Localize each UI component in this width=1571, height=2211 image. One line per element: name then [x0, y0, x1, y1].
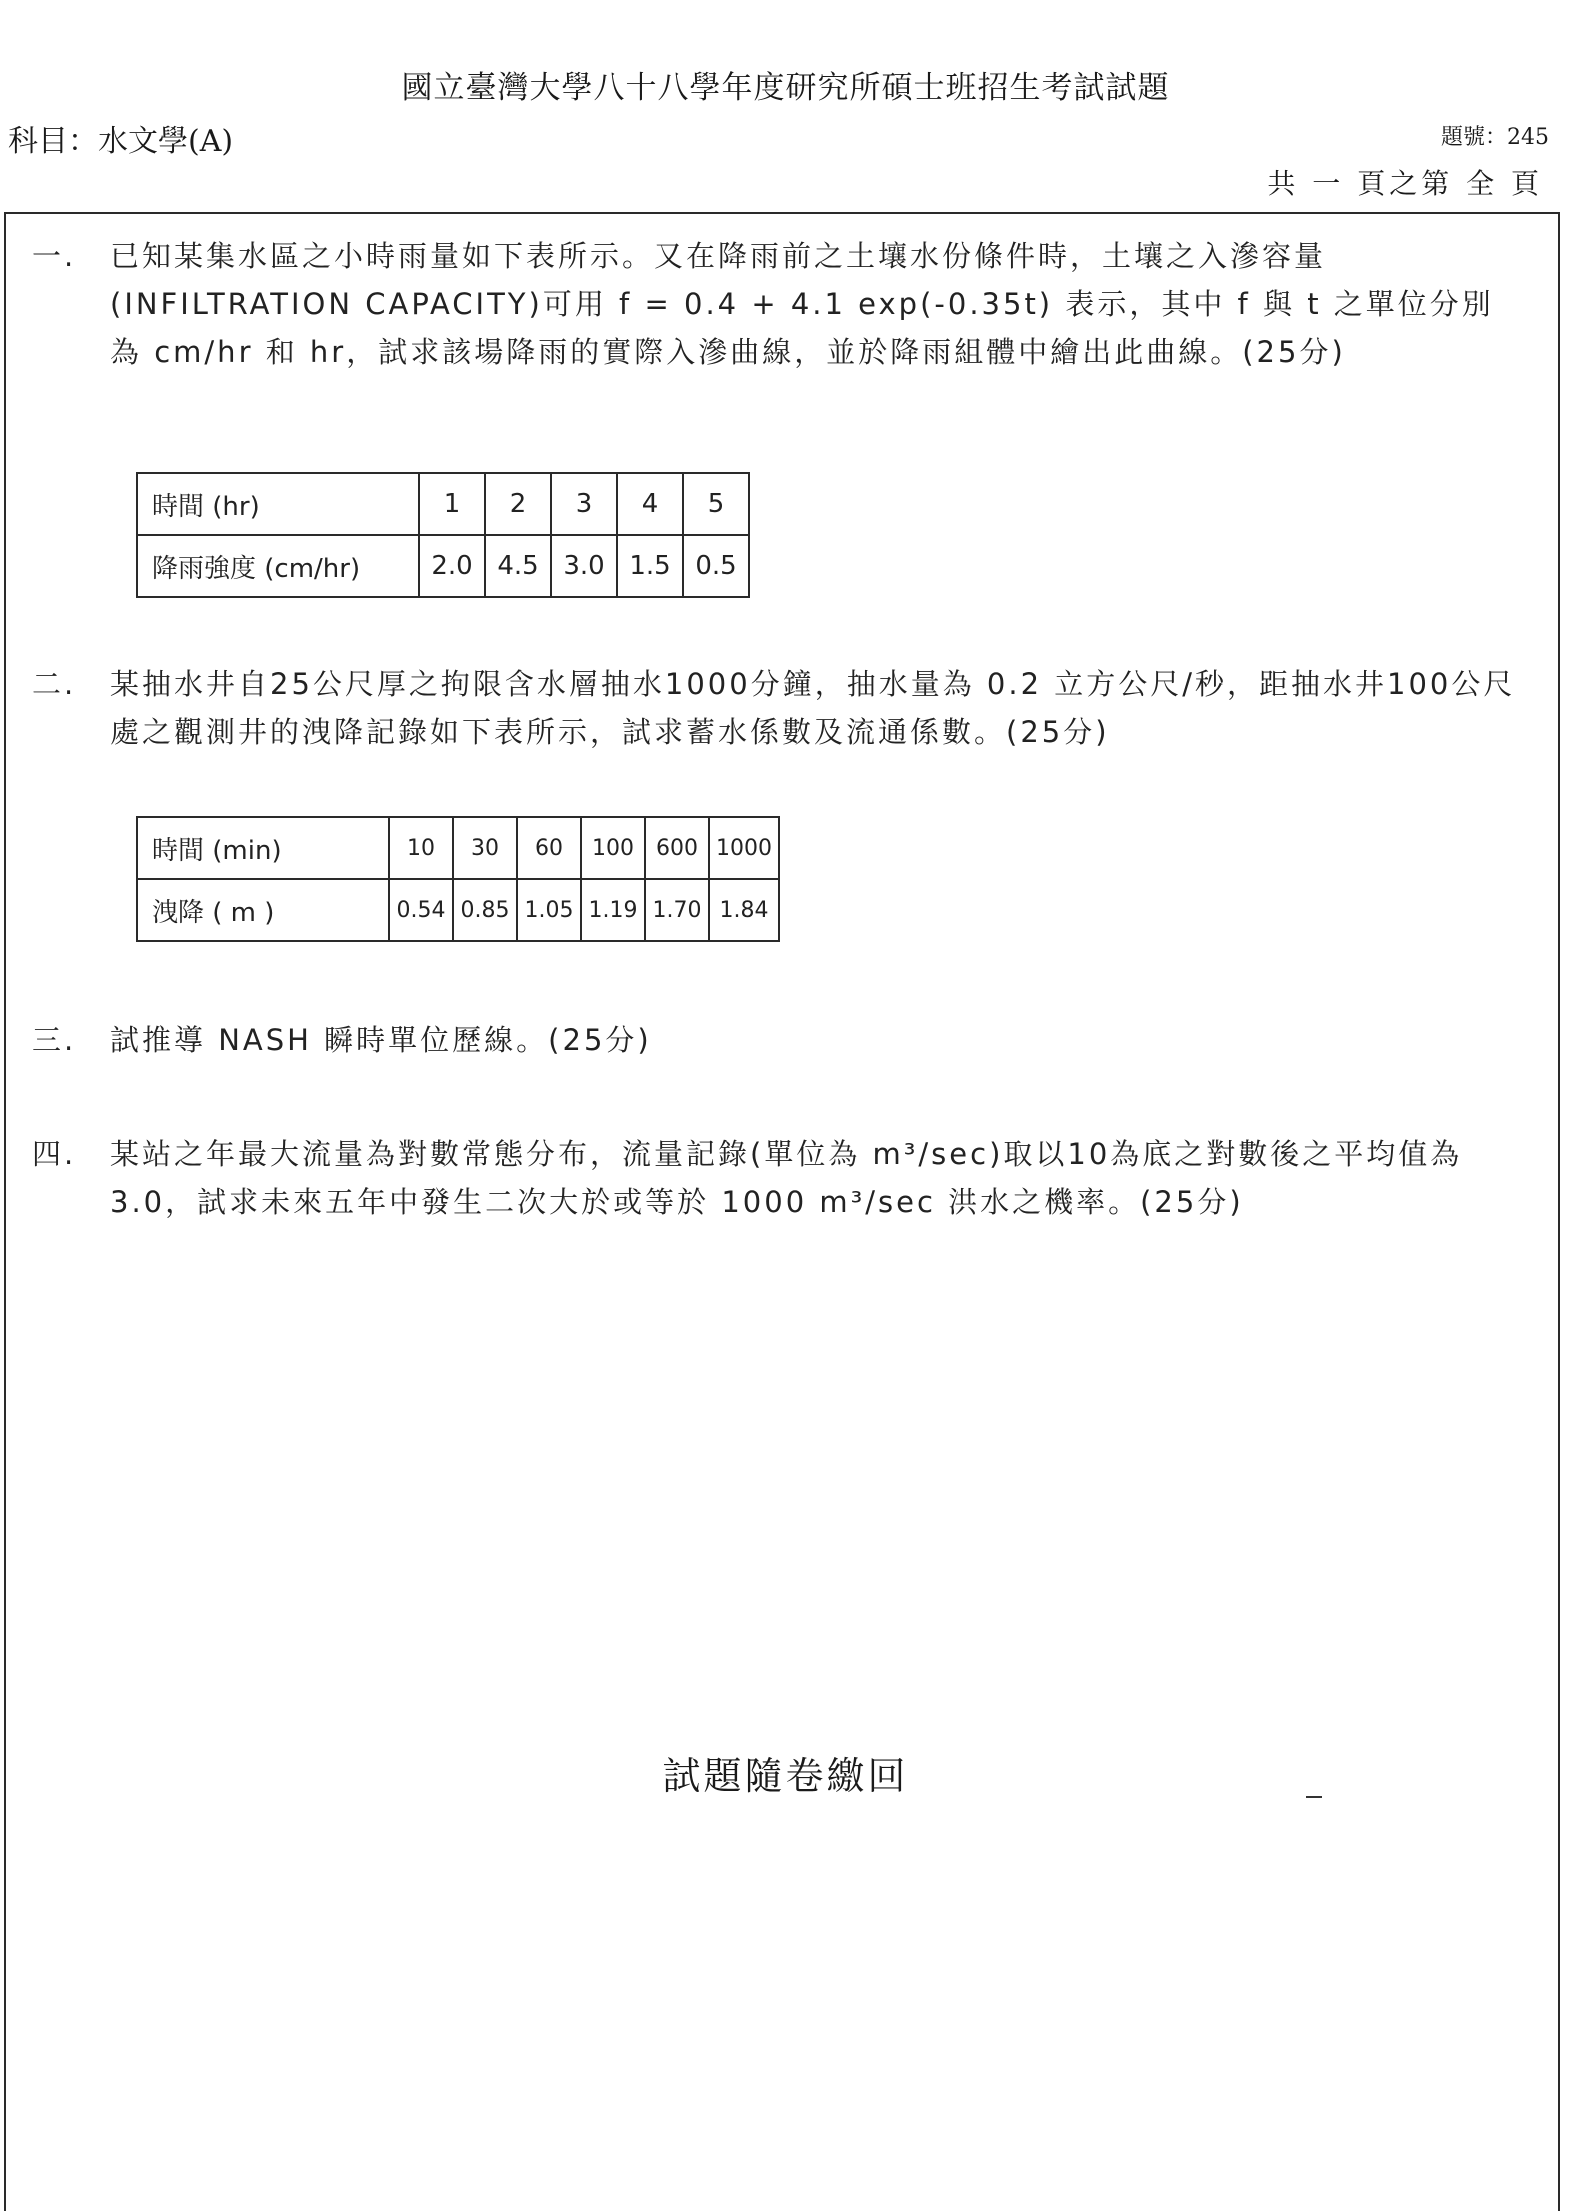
table-cell: 3: [551, 473, 617, 535]
page-title: 國立臺灣大學八十八學年度研究所碩士班招生考試試題: [401, 70, 1170, 106]
question-3-number: 三.: [32, 1023, 77, 1057]
table-row: [137, 817, 779, 879]
table-cell: 4.5: [485, 535, 551, 597]
table-cell: 0.54: [389, 879, 453, 941]
table-cell: 2: [485, 473, 551, 535]
table-row: [137, 535, 749, 597]
table-cell: 1.5: [617, 535, 683, 597]
table-cell: 0.5: [683, 535, 749, 597]
table-cell: 降雨強度 (cm/hr): [137, 535, 419, 597]
question-2-number: 二.: [32, 667, 77, 701]
rainfall-table: [136, 472, 750, 598]
question-2-text: 某抽水井自25公尺厚之拘限含水層抽水1000分鐘，抽水量為 0.2 立方公尺/秒，距抽水井100公尺處之觀測井的洩降記錄如下表所示，試求蓄水係數及流通係數。(25分): [110, 667, 1516, 749]
question-4-text: 某站之年最大流量為對數常態分布，流量記錄(單位為 m³/sec)取以10為底之對數後之平均值為3.0，試求未來五年中發生二次大於或等於 1000 m³/sec 洪水之機率。(25分): [110, 1137, 1463, 1219]
question-1: [32, 232, 1522, 376]
return-exam-note: 試題隨卷繳回: [662, 1754, 909, 1798]
table-cell: 1.05: [517, 879, 581, 941]
table-cell: 5: [683, 473, 749, 535]
table-cell: 1: [419, 473, 485, 535]
table-row: [137, 473, 749, 535]
table-row: [137, 879, 779, 941]
question-3: [32, 1016, 1522, 1064]
table-cell: 60: [517, 817, 581, 879]
stray-mark: [1306, 1796, 1322, 1798]
question-number: 題號：245: [1441, 125, 1549, 150]
subject-label: 科目：水文學(A): [8, 124, 234, 159]
table-cell: 600: [645, 817, 709, 879]
table-cell: 30: [453, 817, 517, 879]
table-cell: 0.85: [453, 879, 517, 941]
table-cell: 10: [389, 817, 453, 879]
table-cell: 1.70: [645, 879, 709, 941]
table-cell: 時間 (min): [137, 817, 389, 879]
question-4: [32, 1130, 1522, 1226]
table-cell: 2.0: [419, 535, 485, 597]
question-4-number: 四.: [32, 1137, 77, 1171]
page-count: 共 一 頁之第 全 頁: [1267, 167, 1543, 200]
drawdown-table: [136, 816, 780, 942]
question-1-text: 已知某集水區之小時雨量如下表所示。又在降雨前之土壤水份條件時，土壤之入滲容量(INFILTRATION CAPACITY)可用 f = 0.4 + 4.1 exp(-0.35t) 表示，其中 f 與 t 之單位分別為 cm/hr 和 hr，試求該場降雨的實際入滲曲線，並於降雨組體中繪出此曲線。(25分): [110, 239, 1494, 369]
table-cell: 1.19: [581, 879, 645, 941]
table-cell: 4: [617, 473, 683, 535]
table-cell: 時間 (hr): [137, 473, 419, 535]
table-cell: 1000: [709, 817, 779, 879]
table-cell: 100: [581, 817, 645, 879]
question-2: [32, 660, 1522, 756]
table-cell: 3.0: [551, 535, 617, 597]
question-3-text: 試推導 NASH 瞬時單位歷線。(25分): [110, 1023, 652, 1057]
question-1-number: 一.: [32, 239, 77, 273]
table-cell: 洩降 ( m ): [137, 879, 389, 941]
table-cell: 1.84: [709, 879, 779, 941]
